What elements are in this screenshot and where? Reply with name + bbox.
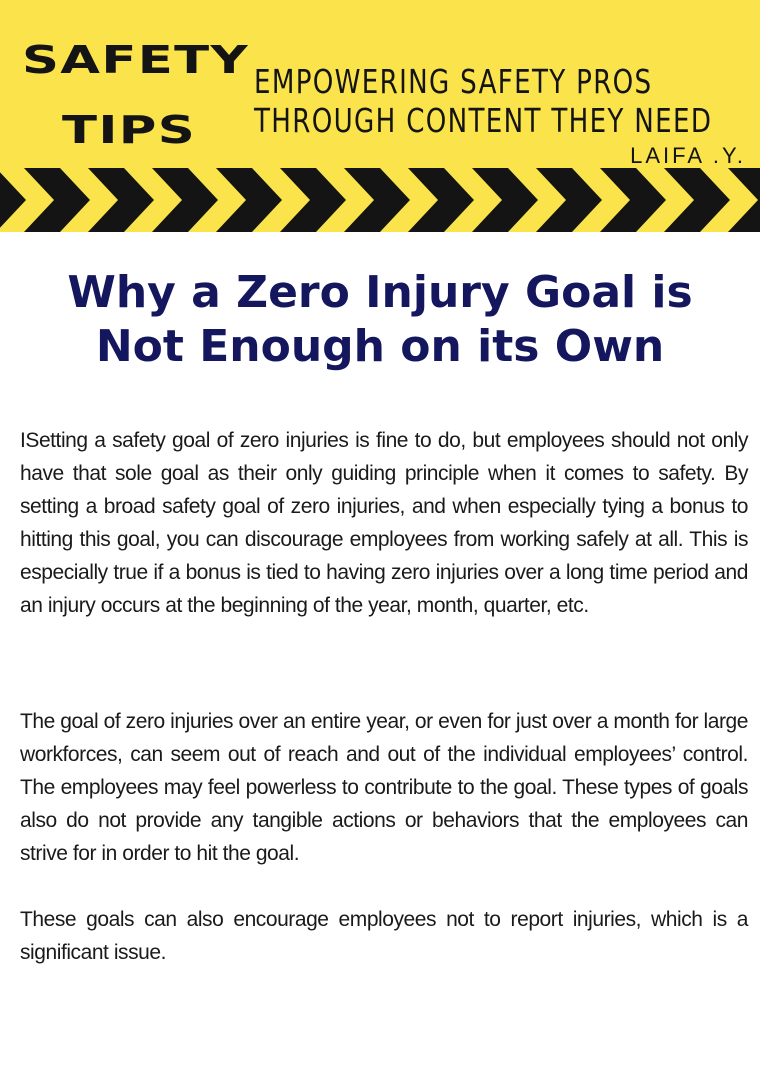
chevron-arrow: [88, 168, 154, 232]
header-banner: [0, 0, 760, 232]
tagline-line-1: EMPOWERING SAFETY PROS: [254, 62, 653, 101]
chevron-arrow: [0, 168, 26, 232]
chevron-arrow: [280, 168, 346, 232]
brand-title-tips: TIPS: [62, 108, 197, 152]
chevron-arrow: [728, 168, 760, 232]
chevron-arrow: [600, 168, 666, 232]
article-paragraph-2: The goal of zero injuries over an entire year, or even for just over a month for large workforces, can seem out of reach and out of the individual employees’ control. The employees may feel powerless to contribute to the goal. These types of goals also do not provide any tangible actions or behaviors that the employees can strive for in order to hit the goal.: [20, 710, 748, 865]
chevron-arrow: [472, 168, 538, 232]
chevron-arrow: [408, 168, 474, 232]
author-name: LAIFA .Y.: [630, 143, 746, 168]
article-paragraph-3: These goals can also encourage employees not to report injuries, which is a significant issue.: [20, 908, 748, 964]
chevron-arrow: [344, 168, 410, 232]
article-title: [0, 266, 760, 374]
article-paragraph-1: ISetting a safety goal of zero injuries is fine to do, but employees should not only have that sole goal as their only guiding principle when it comes to safety. By setting a broad safety goal of zero injuries, and when especially tying a bonus to hitting this goal, you can discourage employees from working safely at all. This is especially true if a bonus is tied to having zero injuries over a long time period and an injury occurs at the beginning of the year, month, quarter, etc.: [20, 429, 748, 617]
chevron-arrow: [536, 168, 602, 232]
chevron-arrow: [152, 168, 218, 232]
chevron-arrow: [24, 168, 90, 232]
chevron-arrow: [216, 168, 282, 232]
hazard-chevron-stripe: [0, 168, 760, 232]
tagline: [254, 62, 712, 140]
article-title-line-2: Not Enough on its Own: [95, 321, 665, 372]
brand-title-safety: SAFETY: [22, 38, 249, 82]
article-title-line-1: Why a Zero Injury Goal is: [67, 267, 693, 318]
chevron-arrow: [664, 168, 730, 232]
tagline-line-2: THROUGH CONTENT THEY NEED: [254, 101, 713, 140]
